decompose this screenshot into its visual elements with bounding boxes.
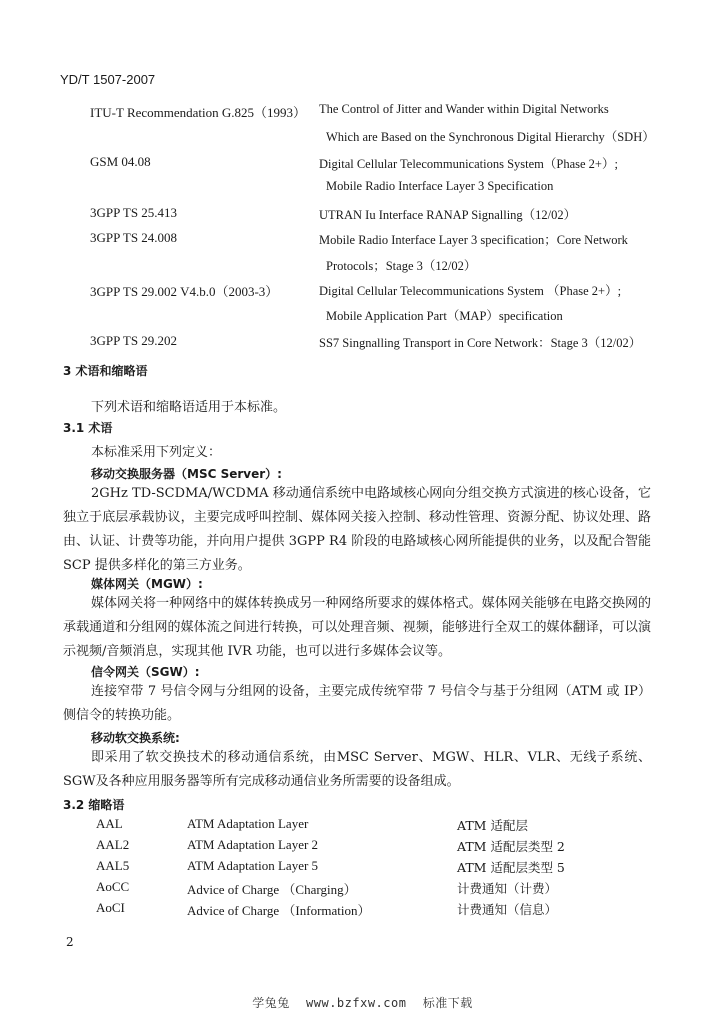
reference-title: Mobile Radio Interface Layer 3 specification；Core Network: [319, 233, 628, 247]
section-3-2-heading: 3.2 缩略语: [63, 798, 125, 812]
abbr-chinese: 计费通知（计费）: [457, 881, 558, 896]
abbr-term: AAL2: [96, 837, 130, 852]
abbr-english: ATM Adaptation Layer 5: [187, 858, 319, 873]
footer-tagline: 标准下载: [422, 996, 473, 1010]
abbr-term: AoCC: [96, 879, 130, 894]
reference-title-cont: Protocols；Stage 3（12/02）: [326, 259, 477, 273]
reference-title-cont: Mobile Application Part（MAP）specification: [326, 309, 563, 323]
footer-url-link[interactable]: www.bzfxw.com: [306, 996, 407, 1010]
reference-title: SS7 Singnalling Transport in Core Network：Stage 3（12/02）: [319, 336, 642, 350]
section-3-heading: 3 术语和缩略语: [63, 364, 148, 378]
term-mgw: 媒体网关（MGW）:: [91, 577, 203, 591]
definition-mgw: 媒体网关将一种网络中的媒体转换成另一种网络所要求的媒体格式。媒体网关能够在电路交换网的承载通道和分组网的媒体流之间进行转换，可以处理音频、视频，能够进行全双工的媒体翻译，可以演示视频/音频消息，实现其他 IVR 功能，也可以进行多媒体会议等。: [63, 596, 651, 659]
term-mobile-softswitch: 移动软交换系统:: [91, 731, 180, 745]
footer-site-name: 学兔兔: [252, 996, 290, 1010]
definition-sgw: 连接窄带 7 号信令网与分组网的设备，主要完成传统窄带 7 号信令与基于分组网（ATM 或 IP）侧信令的转换功能。: [63, 684, 651, 723]
reference-title: UTRAN Iu Interface RANAP Signalling（12/02）: [319, 208, 577, 222]
abbr-english: ATM Adaptation Layer: [187, 816, 309, 831]
abbr-english: ATM Adaptation Layer 2: [187, 837, 319, 852]
reference-code: 3GPP TS 24.008: [90, 230, 178, 245]
reference-title: Digital Cellular Telecommunications System （Phase 2+）;: [319, 284, 622, 298]
section-3-1-intro: 本标准采用下列定义：: [91, 445, 222, 460]
abbr-term: AoCI: [96, 900, 125, 915]
abbr-chinese: ATM 适配层类型 2: [457, 839, 565, 854]
abbr-term: AAL5: [96, 858, 130, 873]
reference-title-cont: Which are Based on the Synchronous Digital Hierarchy（SDH）: [326, 130, 655, 144]
standard-code: YD/T 1507-2007: [60, 72, 156, 87]
reference-code: 3GPP TS 29.002 V4.b.0（2003-3）: [90, 284, 279, 299]
abbr-english: Advice of Charge （Information）: [187, 903, 371, 918]
reference-title-cont: Mobile Radio Interface Layer 3 Specification: [326, 179, 554, 193]
reference-code: 3GPP TS 25.413: [90, 205, 178, 220]
reference-code: ITU-T Recommendation G.825（1993）: [90, 105, 307, 120]
section-3-1-heading: 3.1 术语: [63, 421, 113, 435]
abbr-chinese: ATM 适配层: [457, 818, 528, 833]
term-sgw: 信令网关（SGW）:: [91, 665, 200, 679]
footer-watermark: [0, 994, 725, 1011]
definition-msc-server: 2GHz TD-SCDMA/WCDMA 移动通信系统中电路域核心网向分组交换方式演进的核心设备，它独立于底层承载协议，主要完成呼叫控制、媒体网关接入控制、移动性管理、资源分配、协议处理、路由、认证、计费等功能，并向用户提供 3GPP R4 阶段的电路域核心网所能提供的业务，以及配合智能 SCP 提供多样化的第三方业务。: [63, 486, 651, 573]
abbr-english: Advice of Charge （Charging）: [187, 882, 357, 897]
abbr-term: AAL: [96, 816, 123, 831]
term-msc-server: 移动交换服务器（MSC Server）:: [91, 467, 282, 481]
reference-code: GSM 04.08: [90, 154, 151, 169]
reference-code: 3GPP TS 29.202: [90, 333, 178, 348]
reference-title: Digital Cellular Telecommunications System（Phase 2+）;: [319, 157, 618, 171]
abbr-chinese: ATM 适配层类型 5: [457, 860, 565, 875]
reference-title: The Control of Jitter and Wander within Digital Networks: [319, 102, 609, 116]
definition-mobile-softswitch: 即采用了软交换技术的移动通信系统，由MSC Server、MGW、HLR、VLR、无线子系统、SGW及各种应用服务器等所有完成移动通信业务所需要的设备组成。: [63, 750, 651, 789]
page-number: 2: [66, 935, 74, 949]
abbr-chinese: 计费通知（信息）: [457, 902, 558, 917]
section-3-intro: 下列术语和缩略语适用于本标准。: [91, 400, 287, 415]
